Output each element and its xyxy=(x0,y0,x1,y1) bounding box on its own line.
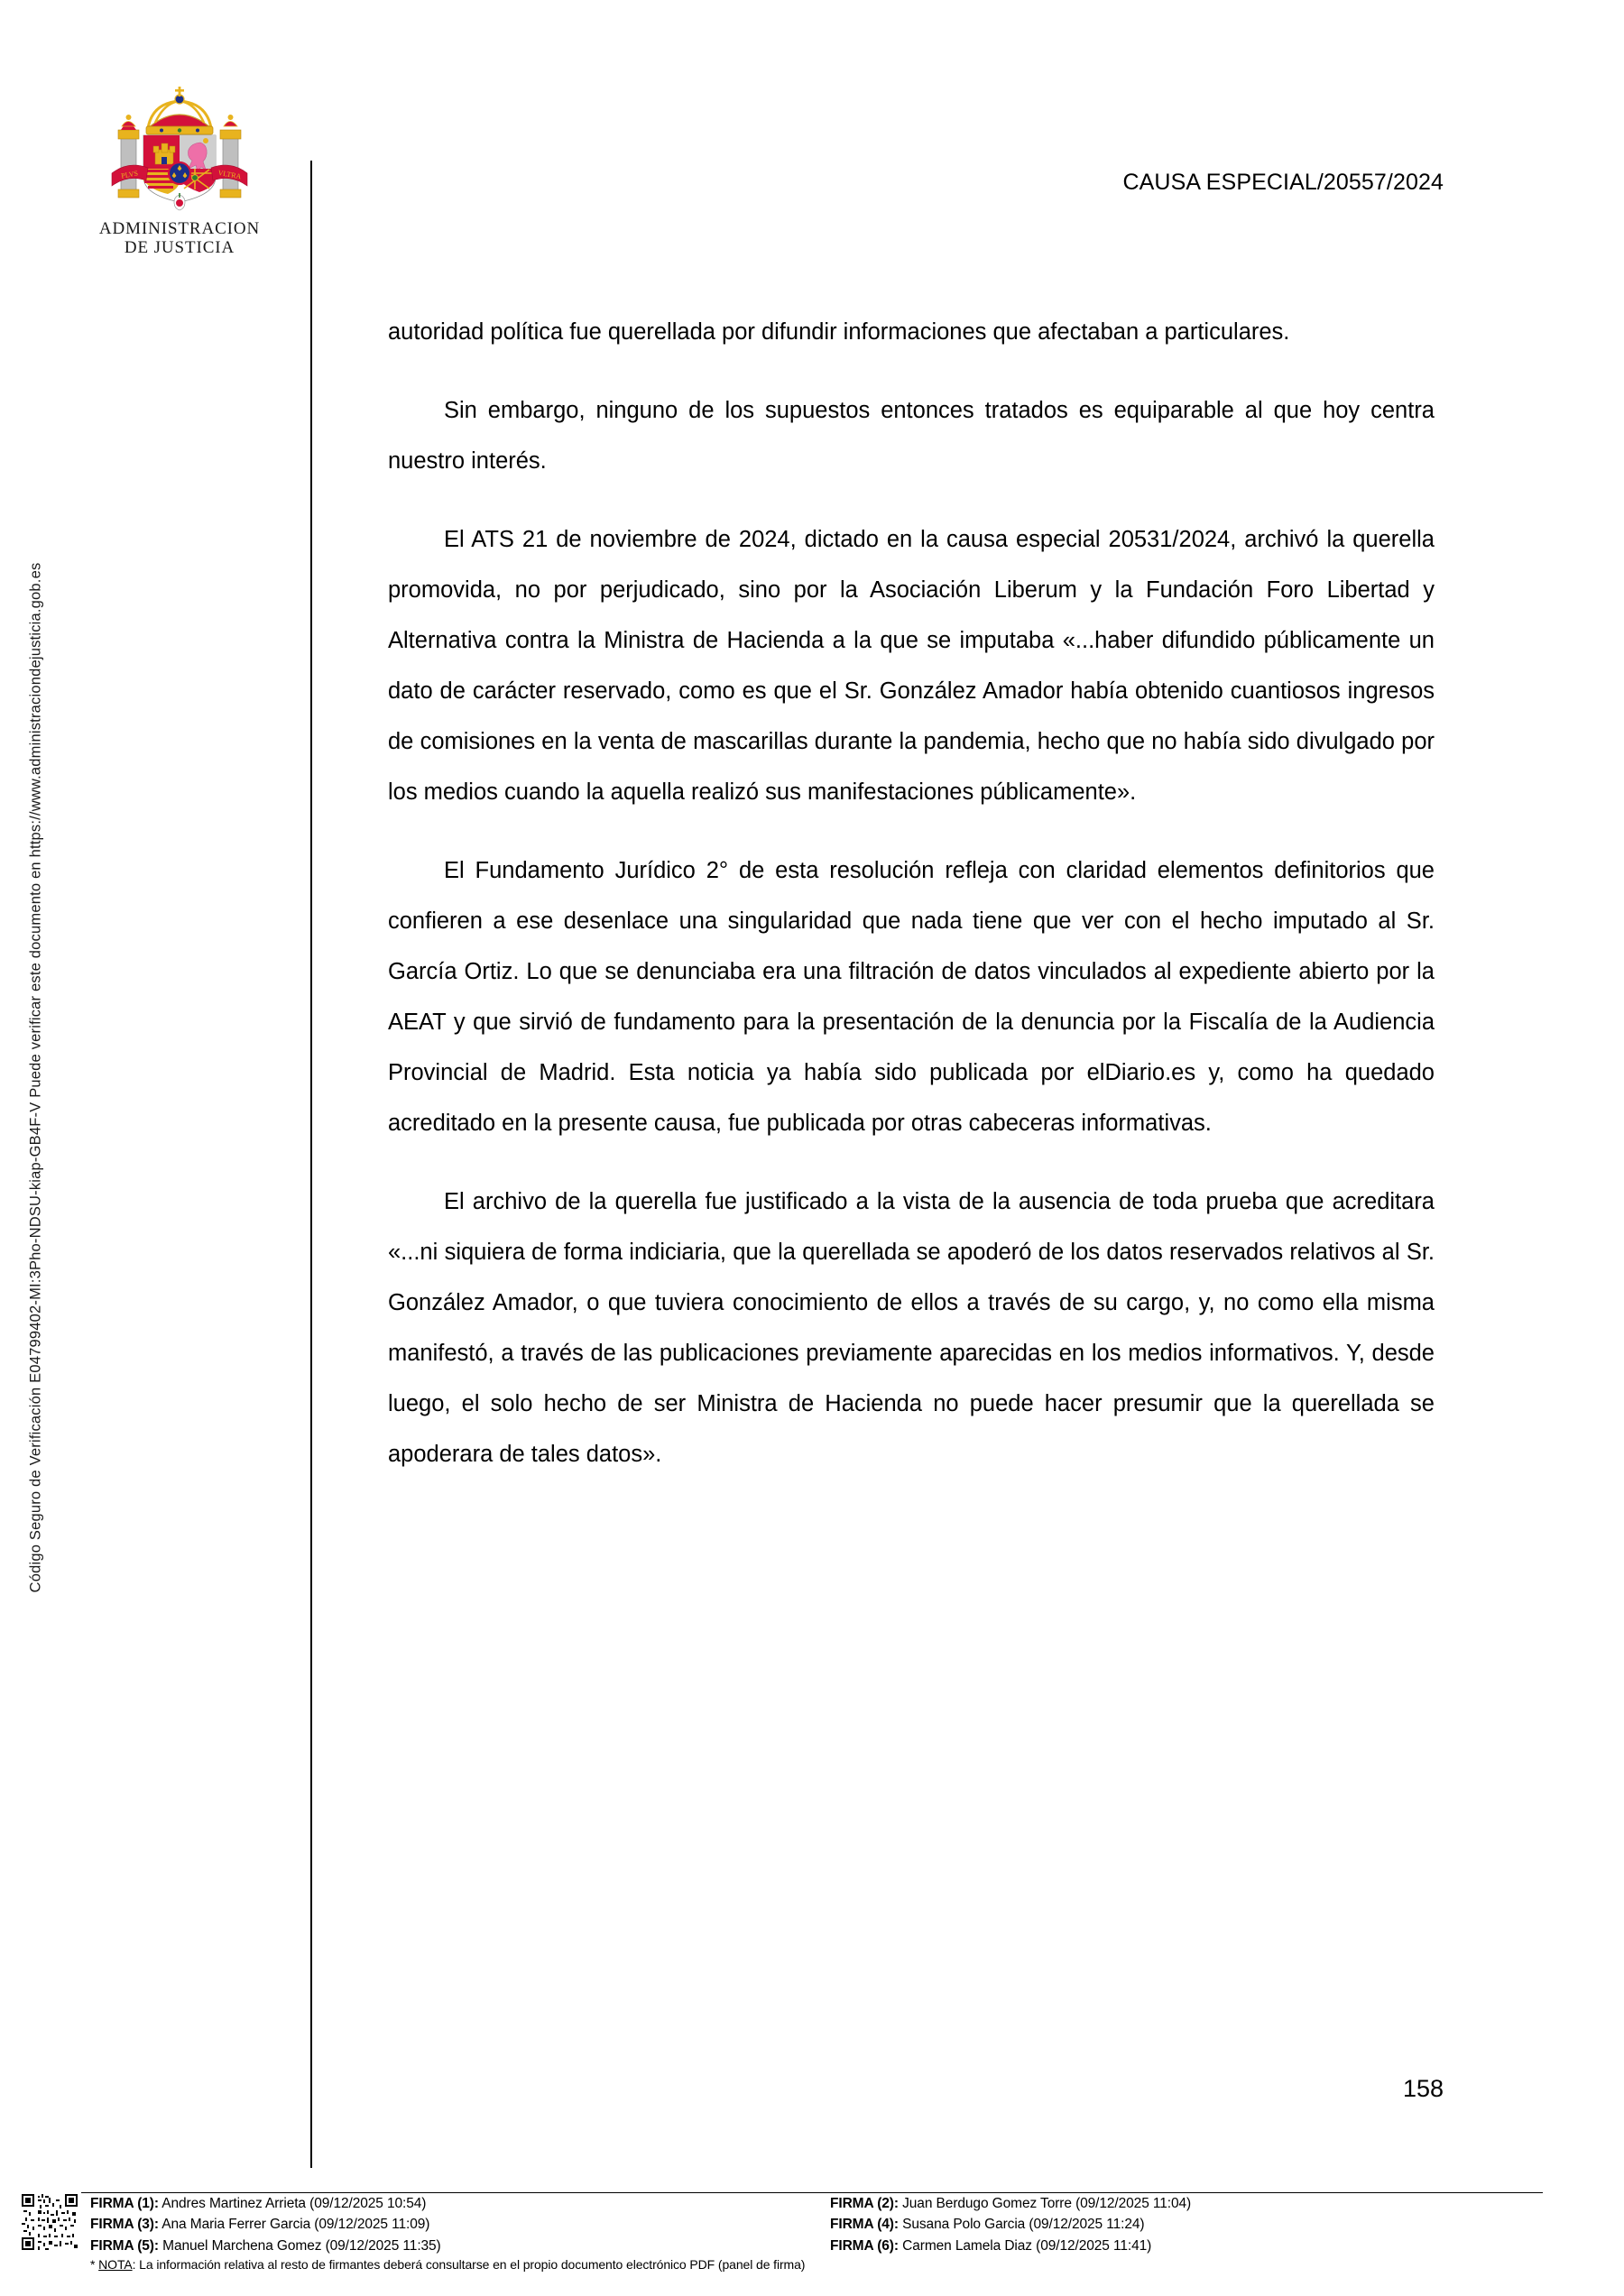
signature-value: Susana Polo Garcia (09/12/2025 11:24) xyxy=(902,2217,1145,2233)
coat-of-arms-block xyxy=(78,83,281,258)
paragraph: El Fundamento Jurídico 2° de esta resolución refleja con claridad elementos definitorios que confieren a ese desenlace una singularidad que nada tiene que ver con el hecho imputado al Sr. García Ortiz. Lo que se denunciaba era una filtración de datos vinculados al expediente abierto por la AEAT y que sirvió de fundamento para la presentación de la denuncia por la Fiscalía de la Audiencia Provincial de Madrid. Esta noticia ya había sido publicada por elDiario.es y, como ha quedado acreditado en la presente causa, fue publicada por otras cabeceras informativas. xyxy=(388,858,1435,1136)
signature-label: FIRMA (3): xyxy=(90,2217,159,2233)
signature-row xyxy=(90,2193,1570,2215)
svg-text:PLVS: PLVS xyxy=(120,169,139,180)
page-number: 158 xyxy=(1402,2075,1444,2102)
signature-entry xyxy=(830,2238,1570,2255)
case-reference-header: CAUSA ESPECIAL/20557/2024 xyxy=(1122,170,1444,195)
signature-value: Ana Maria Ferrer Garcia (09/12/2025 11:09) xyxy=(161,2217,430,2233)
verification-strip xyxy=(0,0,78,2174)
signature-label: FIRMA (6): xyxy=(830,2237,899,2254)
note-prefix: * xyxy=(90,2257,99,2272)
verification-code-text: Código Seguro de Verificación E04799402-MI:3Pho-NDSU-kiap-GB4F-V Puede verificar este documento en https://www.administraciondejusticia.gob.es xyxy=(27,562,44,1593)
signature-row xyxy=(90,2215,1570,2236)
margin-divider-line xyxy=(310,161,312,2168)
emblem-caption-line1: ADMINISTRACION xyxy=(98,219,261,238)
signature-label: FIRMA (2): xyxy=(830,2195,899,2211)
emblem-caption-line2: DE JUSTICIA xyxy=(124,238,235,258)
svg-text:VLTRA: VLTRA xyxy=(217,168,242,181)
signature-value: Andres Martinez Arrieta (09/12/2025 10:54) xyxy=(161,2195,427,2211)
signature-label: FIRMA (1): xyxy=(90,2195,159,2211)
signature-list xyxy=(90,2193,1570,2257)
qr-code-icon xyxy=(22,2194,78,2250)
signature-footer xyxy=(0,2192,1624,2296)
note-text: : La información relativa al resto de firmantes deberá consultarse en el propio documento electrónico PDF (panel de firma) xyxy=(132,2257,806,2272)
signature-row xyxy=(90,2236,1570,2257)
spain-coat-of-arms-icon xyxy=(94,83,265,218)
signature-entry xyxy=(90,2217,830,2233)
paragraph: El ATS 21 de noviembre de 2024, dictado en la causa especial 20531/2024, archivó la querella promovida, no por perjudicado, sino por la Asociación Liberum y la Fundación Foro Libertad y Alternativa contra la Ministra de Hacienda a la que se imputaba «...haber difundido públicamente un dato de carácter reservado, como es que el Sr. González Amador había obtenido cuantiosos ingresos de comisiones en la venta de mascarillas durante la pandemia, hecho que no había sido divulgado por los medios cuando la aquella realizó sus manifestaciones públicamente». xyxy=(388,527,1435,805)
signature-value: Carmen Lamela Diaz (09/12/2025 11:41) xyxy=(902,2237,1152,2254)
note-keyword: NOTA xyxy=(98,2257,133,2272)
signature-entry xyxy=(830,2217,1570,2233)
signature-entry xyxy=(830,2196,1570,2212)
signature-value: Juan Berdugo Gomez Torre (09/12/2025 11:04) xyxy=(902,2195,1192,2211)
paragraph: El archivo de la querella fue justificado a la vista de la ausencia de toda prueba que acreditara «...ni siquiera de forma indiciaria, que la querellada se apoderó de los datos reservados relativos al Sr. González Amador, o que tuviera conocimiento de ellos a través de su cargo, y, no como ella misma manifestó, a través de las publicaciones previamente aparecidas en los medios informativos. Y, desde luego, el solo hecho de ser Ministra de Hacienda no puede hacer presumir que la querellada se apoderara de tales datos». xyxy=(388,1189,1435,1467)
signature-note xyxy=(90,2257,805,2272)
document-body xyxy=(388,307,1435,1480)
paragraph: autoridad política fue querellada por difundir informaciones que afectaban a particulares. xyxy=(388,319,1290,345)
signature-entry xyxy=(90,2196,830,2212)
signature-entry xyxy=(90,2238,830,2255)
signature-label: FIRMA (4): xyxy=(830,2217,899,2233)
signature-value: Manuel Marchena Gomez (09/12/2025 11:35) xyxy=(162,2237,441,2254)
signature-label: FIRMA (5): xyxy=(90,2237,159,2254)
paragraph: Sin embargo, ninguno de los supuestos entonces tratados es equiparable al que hoy centra nuestro interés. xyxy=(388,398,1435,474)
emblem-caption xyxy=(78,219,281,258)
